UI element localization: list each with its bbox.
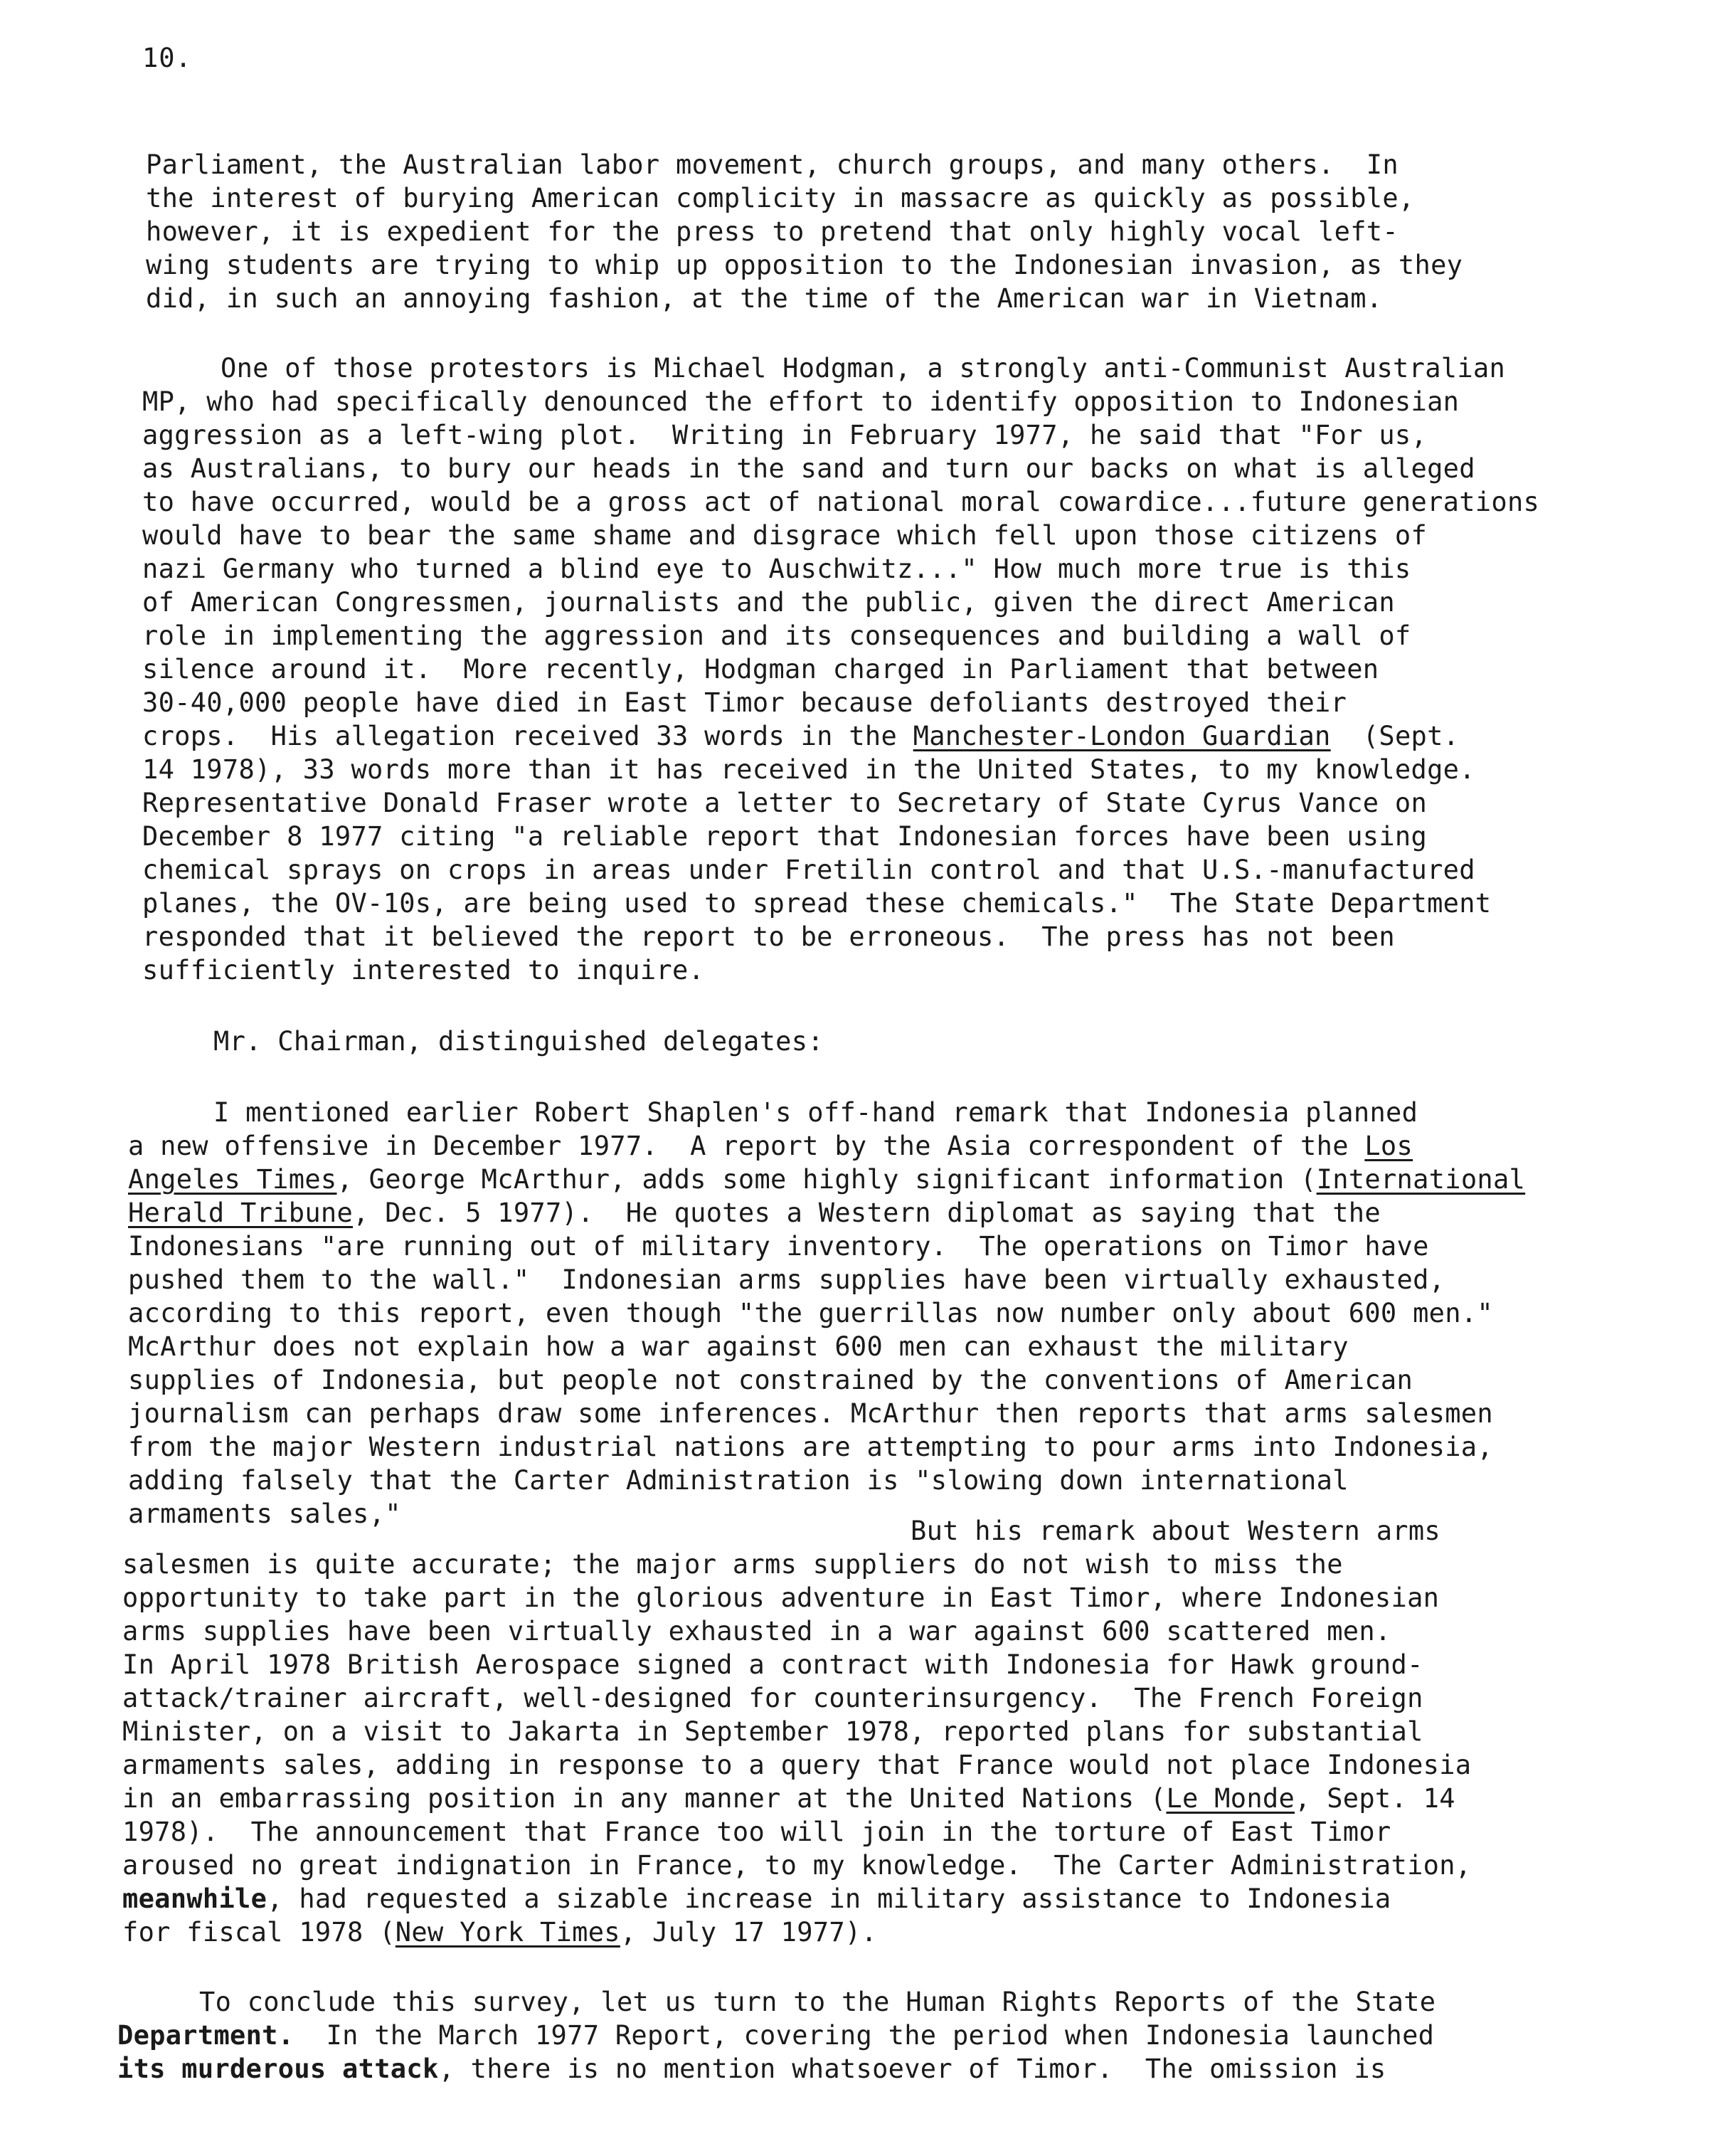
text-line xyxy=(128,1163,1525,1197)
text-line xyxy=(142,385,1459,419)
text-line xyxy=(117,2052,1386,2086)
text-segment: did, in such an annoying fashion, at the time of the American war in Vietnam. xyxy=(146,283,1383,314)
text-line xyxy=(911,1514,1440,1548)
text-line xyxy=(142,920,1395,954)
underlined-title: Herald Tribune xyxy=(128,1198,354,1228)
text-line xyxy=(128,1296,1493,1331)
text-segment: armaments sales," xyxy=(128,1499,401,1529)
text-segment: silence around it. More recently, Hodgman charged in Parliament that between xyxy=(142,654,1379,685)
text-line xyxy=(142,586,1395,620)
text-segment: from the major Western industrial nations are attempting to pour arms into Indonesia, xyxy=(128,1432,1493,1462)
text-segment: sufficiently interested to inquire. xyxy=(142,955,705,985)
text-segment: the interest of burying American complicity in massacre as quickly as possible, xyxy=(146,183,1415,213)
text-segment: One of those protestors is Michael Hodgman, a strongly anti-Communist Australian xyxy=(221,353,1506,384)
text-segment: Mr. Chairman, distinguished delegates: xyxy=(213,1026,824,1057)
text-segment: responded that it believed the report to be erroneous. The press has not been xyxy=(142,921,1395,952)
text-segment: role in implementing the aggression and its consequences and building a wall of xyxy=(142,620,1411,651)
text-line xyxy=(142,418,1427,453)
text-line xyxy=(128,1196,1381,1230)
text-segment: 14 1978), 33 words more than it has received in the United States, to my knowledge. xyxy=(142,754,1475,785)
text-line xyxy=(122,1615,1391,1649)
text-segment: wing students are trying to whip up opposition to the Indonesian invasion, as they xyxy=(146,250,1463,280)
text-line xyxy=(146,282,1382,316)
text-segment: armaments sales, adding in response to a query that France would not place Indonesia xyxy=(122,1750,1472,1780)
text-line xyxy=(128,1430,1493,1464)
text-segment: I mentioned earlier Robert Shaplen's off-hand remark that Indonesia planned xyxy=(213,1097,1418,1128)
text-segment: planes, the OV-10s, are being used to spread these chemicals." The State Department xyxy=(142,888,1492,919)
text-line xyxy=(142,452,1475,486)
text-segment: aroused no great indignation in France, to my knowledge. The Carter Administration, xyxy=(122,1850,1472,1881)
text-segment: But his remark about Western arms xyxy=(911,1516,1441,1546)
text-line xyxy=(122,1715,1423,1749)
text-segment: Indonesians "are running out of military inventory. The operations on Timor have xyxy=(128,1231,1429,1262)
text-line xyxy=(142,953,704,988)
text-segment: , July 17 1977). xyxy=(620,1917,878,1948)
text-segment: crops. His allegation received 33 words in the xyxy=(142,721,913,751)
text-segment: To conclude this survey, let us turn to the Human Rights Reports of the State xyxy=(199,1987,1436,2017)
text-segment: In April 1978 British Aerospace signed a contract with Indonesia for Hawk ground- xyxy=(122,1649,1423,1680)
underlined-title: Angeles Times xyxy=(128,1164,337,1195)
text-segment: salesmen is quite accurate; the major arms suppliers do not wish to miss the xyxy=(122,1549,1343,1580)
text-segment: Parliament, the Australian labor movement, church groups, and many others. In xyxy=(146,149,1399,180)
text-line xyxy=(213,1025,824,1059)
underlined-title: International xyxy=(1316,1164,1526,1195)
text-line xyxy=(122,1882,1391,1916)
text-line xyxy=(142,820,1427,854)
text-segment: 30-40,000 people have died in East Timor because defoliants destroyed their xyxy=(142,687,1347,718)
text-segment: opportunity to take part in the glorious adventure in East Timor, where Indonesian xyxy=(122,1582,1440,1613)
text-segment: however, it is expedient for the press to pretend that only highly vocal left- xyxy=(146,216,1399,247)
text-line xyxy=(122,1915,877,1950)
text-segment: McArthur does not explain how a war against 600 men can exhaust the military xyxy=(128,1331,1349,1362)
text-segment: a new offensive in December 1977. A report by the Asia correspondent of the xyxy=(128,1131,1365,1161)
text-line xyxy=(146,181,1415,216)
text-segment: adding falsely that the Carter Administration is "slowing down international xyxy=(128,1465,1349,1496)
text-segment: 1978). The announcement that France too will join in the torture of East Timor xyxy=(122,1817,1391,1847)
text-segment: Representative Donald Fraser wrote a letter to Secretary of State Cyrus Vance on xyxy=(142,788,1428,818)
text-segment: attack/trainer aircraft, well-designed for counterinsurgency. The French Foreign xyxy=(122,1683,1423,1713)
text-line xyxy=(128,1230,1429,1264)
text-line xyxy=(142,619,1411,653)
bold-text: its murderous attack xyxy=(117,2054,439,2084)
text-line xyxy=(142,519,1427,553)
text-line xyxy=(122,1681,1423,1716)
text-line xyxy=(122,1648,1423,1682)
text-line xyxy=(122,1815,1391,1849)
text-line xyxy=(221,352,1505,386)
text-segment: December 8 1977 citing "a reliable report that Indonesian forces have been using xyxy=(142,821,1428,852)
page-number: 10. xyxy=(142,43,192,73)
text-segment: as Australians, to bury our heads in the sand and turn our backs on what is alleged xyxy=(142,453,1475,484)
text-line xyxy=(142,719,1459,754)
text-line xyxy=(142,753,1475,787)
text-segment: , Dec. 5 1977). He quotes a Western diplomat as saying that the xyxy=(353,1198,1381,1228)
underlined-title: Los xyxy=(1364,1131,1413,1161)
text-line xyxy=(142,686,1347,720)
text-line xyxy=(128,1363,1413,1397)
text-line xyxy=(142,485,1539,519)
text-line xyxy=(128,1263,1445,1297)
text-segment: , there is no mention whatsoever of Timor. The omission is xyxy=(438,2054,1386,2084)
text-segment: In the March 1977 Report, covering the period when Indonesia launched xyxy=(294,2020,1435,2051)
text-segment: , had requested a sizable increase in military assistance to Indonesia xyxy=(267,1883,1391,1914)
text-line xyxy=(142,853,1475,887)
text-line xyxy=(142,652,1379,687)
text-line xyxy=(122,1581,1439,1615)
text-line xyxy=(128,1129,1413,1163)
underlined-title: Le Monde xyxy=(1166,1783,1295,1814)
text-segment: , George McArthur, adds some highly significant information ( xyxy=(336,1164,1317,1195)
text-segment: (Sept. xyxy=(1330,721,1460,751)
text-line xyxy=(122,1782,1455,1816)
text-segment: in an embarrassing position in any manner at the United Nations ( xyxy=(122,1783,1167,1814)
text-line xyxy=(142,786,1427,820)
bold-text: Department. xyxy=(117,2020,294,2051)
text-line xyxy=(146,215,1399,249)
text-segment: would have to bear the same shame and disgrace which fell upon those citizens of xyxy=(142,520,1428,551)
text-segment: supplies of Indonesia, but people not constrained by the conventions of American xyxy=(128,1365,1413,1395)
text-segment: journalism can perhaps draw some inferences. McArthur then reports that arms salesmen xyxy=(128,1398,1493,1429)
text-segment: arms supplies have been virtually exhausted in a war against 600 scattered men. xyxy=(122,1616,1391,1647)
text-line xyxy=(142,552,1411,586)
text-segment: MP, who had specifically denounced the effort to identify opposition to Indonesian xyxy=(142,386,1460,417)
text-line xyxy=(128,1497,401,1531)
text-segment: for fiscal 1978 ( xyxy=(122,1917,396,1948)
text-line xyxy=(128,1330,1349,1364)
text-segment: pushed them to the wall." Indonesian arms supplies have been virtually exhausted, xyxy=(128,1264,1445,1295)
text-segment: according to this report, even though "the guerrillas now number only about 600 men." xyxy=(128,1298,1493,1328)
text-line xyxy=(128,1464,1349,1498)
text-line xyxy=(122,1748,1471,1782)
text-line xyxy=(199,1985,1436,2019)
text-line xyxy=(146,248,1463,282)
text-line xyxy=(122,1849,1471,1883)
text-line xyxy=(146,148,1399,182)
underlined-title: Manchester-London Guardian xyxy=(913,721,1331,751)
bold-text: meanwhile xyxy=(122,1883,267,1914)
text-line xyxy=(117,2019,1434,2053)
text-segment: , Sept. 14 xyxy=(1295,1783,1455,1814)
text-segment: of American Congressmen, journalists and the public, given the direct American xyxy=(142,587,1395,618)
text-line xyxy=(142,887,1491,921)
text-segment: to have occurred, would be a gross act of national moral cowardice...future generations xyxy=(142,487,1540,517)
text-segment: Minister, on a visit to Jakarta in September 1978, reported plans for substantial xyxy=(122,1716,1423,1747)
text-segment: aggression as a left-wing plot. Writing in February 1977, he said that "For us, xyxy=(142,420,1428,450)
text-line xyxy=(128,1397,1493,1431)
text-segment: chemical sprays on crops in areas under Fretilin control and that U.S.-manufactured xyxy=(142,855,1475,885)
text-line xyxy=(122,1548,1343,1582)
text-segment: nazi Germany who turned a blind eye to Auschwitz..." How much more true is this xyxy=(142,554,1411,584)
text-line xyxy=(213,1096,1418,1130)
underlined-title: New York Times xyxy=(395,1917,620,1948)
